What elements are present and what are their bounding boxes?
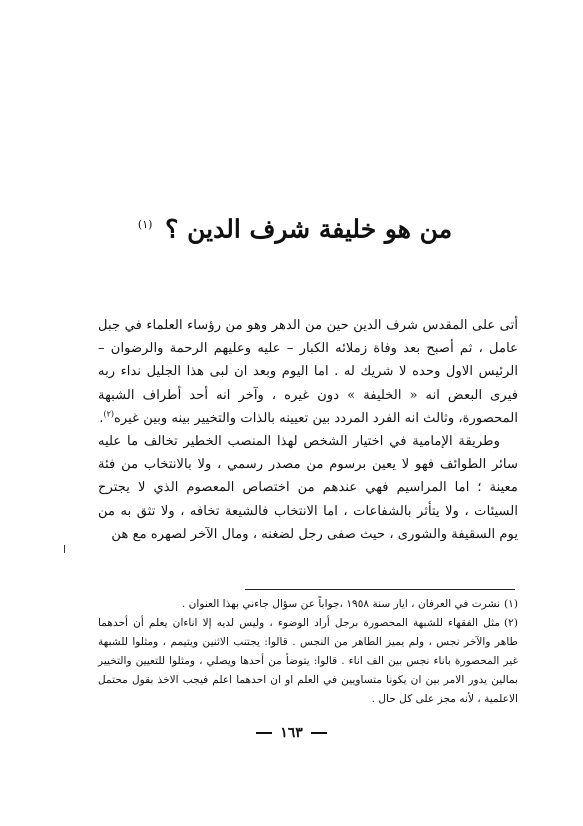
chapter-title-footnote-ref: (١): [137, 218, 153, 231]
footnote-1-text: نشرت في العرفان ، ايار سنة ١٩٥٨ ،جواباً عن سؤال جاءني بهذا العنوان .: [181, 598, 501, 610]
chapter-title-text: من هو خليفة شرف الدين ؟: [165, 214, 453, 244]
footnote-divider: [245, 589, 515, 590]
chapter-title: [130, 205, 460, 249]
footnote-2-number: (٢): [504, 617, 518, 629]
margin-mark: [64, 545, 65, 553]
page-number-dash-right: [311, 732, 327, 734]
page-number-text: ١٦٣: [280, 725, 303, 741]
page-number-dash-left: [256, 732, 272, 734]
page-number: [0, 725, 583, 741]
body-text: [98, 314, 518, 546]
paragraph-1-text: أتى على المقدس شرف الدين حين من الدهر وهو من رؤساء العلماء في جبل عامل ، ثم أصبح بعد وفاة زملائه الكبار – عليه وعليهم الرحمة والرضوان – الرئيس الاول وحده لا شريك له . اما اليوم وبعد ان لبى هذا الجليل نداء ربه فيرى البعض انه « الخليفة » دون غيره ، وآخر انه أحد أطراف الشبهة المحصورة، وثالث انه الفرد المردد بين تعيينه بالذات والتخيير بينه وبين غيره: [98, 318, 518, 426]
footnote-2: [98, 614, 518, 709]
footnote-2-text: مثل الفقهاء للشبهة المحصورة برجل أراد الوضوء ، وليس لديه إلا اناءان يعلم أن أحدهما طاهر والآخر نجس ، ولم يميز الطاهر من النجس . قالوا: يجتنب الاثنين ويتيمم ، ومثلوا للشبهة غير المحصورة باناء نجس بين الف اناء . قالوا: يتوضأ من أحدها ويصلي ، ومثلوا للتعيين والتخيير بمالين يدور الامر بين ان يكونا متساويين في العلم او ان احدهما اعلم فيجب الاخذ بقول محتمل الاعلمية ، لأنه مجز على كل حال .: [98, 617, 518, 705]
paragraph-1: أتى على المقدس شرف الدين حين من الدهر وهو من رؤساء العلماء في جبل عامل ، ثم أصبح بعد وفاة زملائه الكبار – عليه وعليهم الرحمة والرضوان – الرئيس الاول وحده لا شريك له . اما اليوم وبعد ان لبى هذا الجليل نداء ربه فيرى البعض انه « الخليفة » دون غيره ، وآخر انه أحد أطراف الشبهة المحصورة، وثالث انه الفرد المردد بين تعيينه بالذات والتخيير بينه وبين غيره$^{(٢)}$.: [98, 318, 518, 426]
footnote-1: [98, 595, 518, 614]
paragraph-2: وطريقة الإمامية في اختيار الشخص لهذا المنصب الخطير تخالف ما عليه سائر الطوائف فهو لا يعين برسوم من مصدر رسمي ، ولا بالانتخاب من فئة معينة ؛ اما المراسيم فهي عندهم من اختصاص المعصوم الذي لا يجترح السيئات ، ولا يتأثر بالشفاعات ، اما الانتخاب فالشيعة تخافه ، ولا تثق به من يوم السقيفة والشورى ، حيث صفى رجل لضغنه ، ومال الآخر لصهره مع هن: [98, 434, 518, 542]
footnote-1-number: (١): [504, 598, 518, 610]
paragraph-1-footnote-ref: (٢): [103, 409, 114, 419]
footnotes: [98, 595, 518, 709]
